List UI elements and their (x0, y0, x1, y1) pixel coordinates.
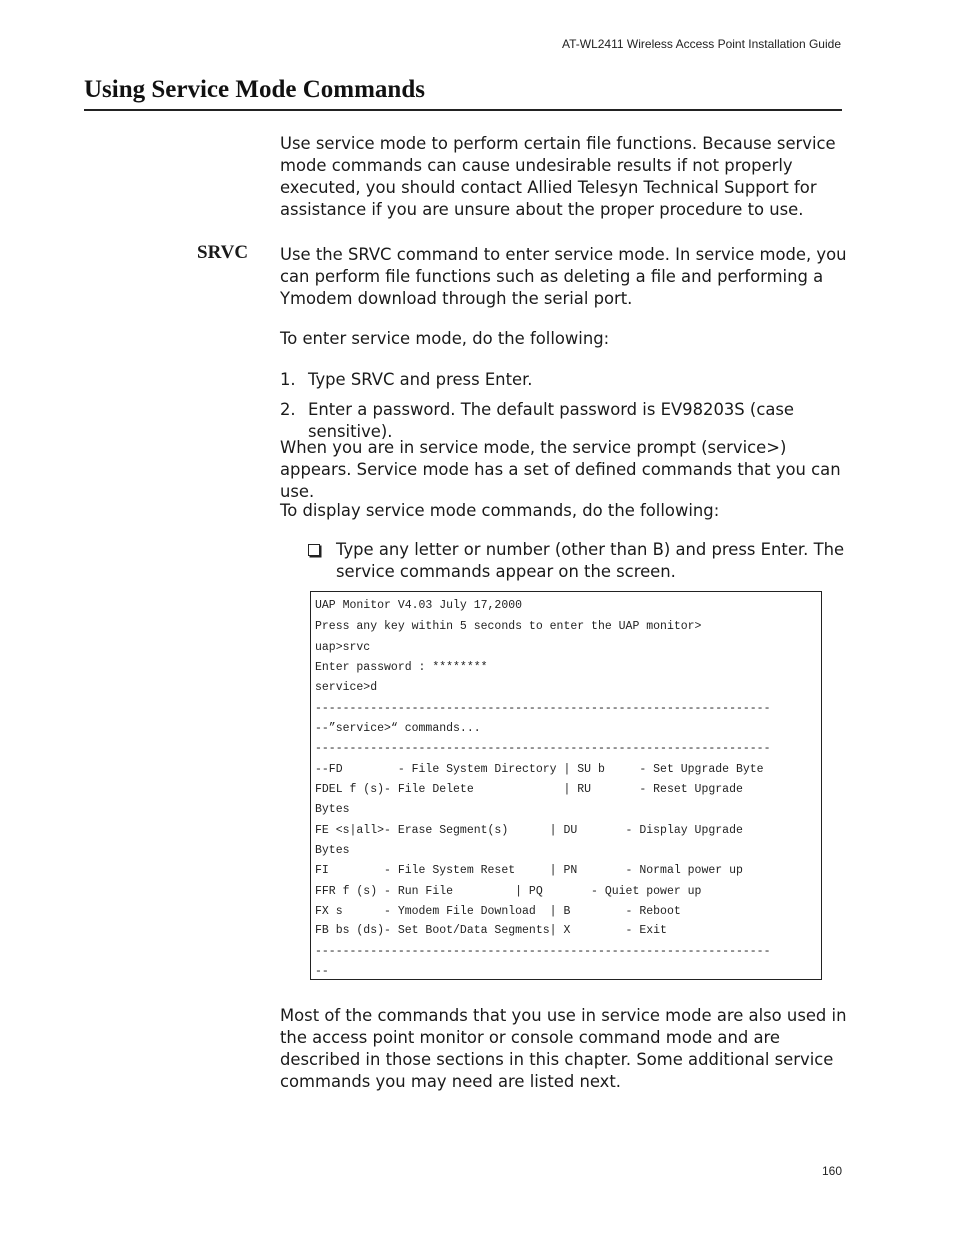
console-line: service>d (315, 681, 378, 694)
console-line: Enter password : ******** (315, 661, 488, 674)
step-text: Enter a password. The default password is EV98203S (case sensitive). (308, 400, 794, 441)
enter-intro: To enter service mode, do the following: (280, 329, 610, 348)
display-intro: To display service mode commands, do the following: (280, 501, 720, 520)
checkbox-bullet-icon (308, 544, 320, 556)
console-line: --”service>“ commands... (315, 722, 481, 735)
console-line: uap>srvc (315, 641, 371, 654)
console-output (310, 591, 822, 980)
section-title: Using Service Mode Commands (84, 76, 425, 103)
console-line: ------------------------------------------------------------------ (315, 702, 771, 715)
step-number: 1. (280, 370, 296, 389)
console-line: UAP Monitor V4.03 July 17,2000 (315, 599, 523, 612)
console-line: FE <s|all>- Erase Segment(s) | DU - Display Upgrade (315, 824, 743, 837)
console-line: Bytes (315, 844, 350, 857)
console-line: --FD - File System Directory | SU b - Set Upgrade Byte (315, 763, 764, 776)
step-number: 2. (280, 400, 296, 419)
console-line: ------------------------------------------------------------------ (315, 945, 771, 958)
prompt-note: When you are in service mode, the service prompt (service>) appears. Service mode has a set of defined commands that you can use. (280, 438, 841, 501)
console-line: ------------------------------------------------------------------ (315, 742, 771, 755)
console-line: -- (315, 965, 329, 978)
bullet-text: Type any letter or number (other than B) and press Enter. The service commands appear on the screen. (336, 540, 845, 581)
title-rule (84, 109, 842, 111)
console-line: FX s - Ymodem File Download | B - Reboot (315, 905, 681, 918)
bullet-item (308, 539, 848, 583)
console-line: FI - File System Reset | PN - Normal power up (315, 864, 743, 877)
srvc-description: Use the SRVC command to enter service mode. In service mode, you can perform file functions such as deleting a file and performing a Ymodem download through the serial port. (280, 245, 847, 308)
console-line: FDEL f (s)- File Delete | RU - Reset Upgrade (315, 783, 743, 796)
console-line: FFR f (s) - Run File | PQ - Quiet power up (315, 885, 702, 898)
running-header: AT-WL2411 Wireless Access Point Installation Guide (561, 37, 841, 51)
step-text: Type SRVC and press Enter. (308, 370, 533, 389)
intro-paragraph: Use service mode to perform certain file functions. Because service mode commands can cause undesirable results if not properly executed, you should contact Allied Telesyn Technical Support for assistance if you are unsure about the proper procedure to use. (280, 134, 836, 219)
list-item (280, 369, 850, 391)
closing-paragraph: Most of the commands that you use in service mode are also used in the access point monitor or console command mode and are described in those sections in this chapter. Some additional service commands you may need are listed next. (280, 1006, 847, 1091)
console-line: FB bs (ds)- Set Boot/Data Segments| X - Exit (315, 924, 667, 937)
console-line: Press any key within 5 seconds to enter the UAP monitor> (315, 620, 702, 633)
page-number: 160 (821, 1164, 842, 1178)
console-line: Bytes (315, 803, 350, 816)
srvc-heading: SRVC (197, 242, 249, 263)
steps-list (280, 369, 850, 443)
